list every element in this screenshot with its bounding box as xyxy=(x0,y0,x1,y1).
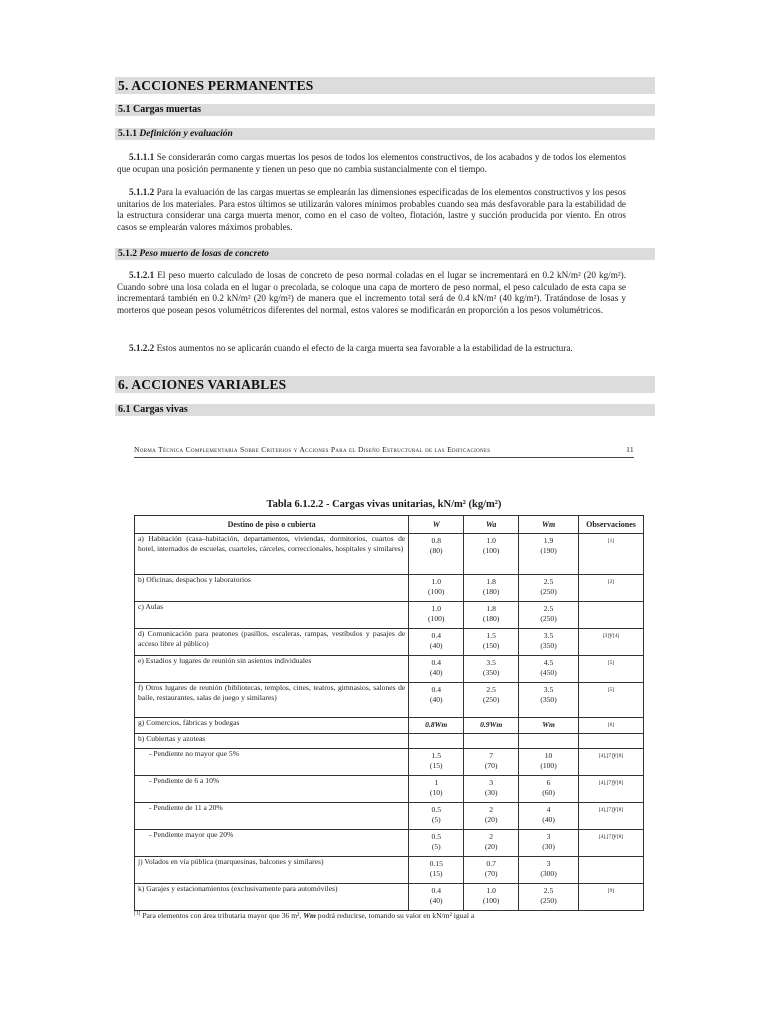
value-kg: (100) xyxy=(428,613,445,623)
cell-w xyxy=(409,656,464,683)
value-kg: (40) xyxy=(429,667,443,677)
table-row xyxy=(135,857,644,884)
value-kg: (250) xyxy=(540,613,557,623)
value-kg: (150) xyxy=(482,640,500,650)
value-kn: 4.5 xyxy=(543,658,554,667)
value-kn: Wm xyxy=(542,720,555,729)
value-kg: (40) xyxy=(429,895,443,905)
value-kn: 10 xyxy=(544,751,553,760)
cell-w xyxy=(409,534,464,575)
value-kn: 4 xyxy=(546,805,551,814)
value-kg: (100) xyxy=(540,760,557,770)
value-kg: (15) xyxy=(429,868,443,878)
table-row xyxy=(135,749,644,776)
value-kg: (100) xyxy=(482,895,500,905)
value-kg: (250) xyxy=(482,694,500,704)
value-kg: (190) xyxy=(540,545,557,555)
value-kn: 1.0 xyxy=(486,536,496,545)
row-description: f) Otros lugares de reunión (bibliotecas, templos, cines, teatros, gimnasios, salones de baile, restaurantes, salas de juego y similares) xyxy=(135,683,409,718)
cell-observaciones xyxy=(578,575,643,602)
empty-cell xyxy=(578,734,643,749)
section-number: 5.1.2 xyxy=(118,249,137,259)
row-description: - Pendiente mayor que 20% xyxy=(135,830,409,857)
cell-observaciones xyxy=(578,602,643,629)
value-kn: 1 xyxy=(434,778,439,787)
value-kn: 1.5 xyxy=(431,751,441,760)
value-kn: 0.5 xyxy=(431,832,441,841)
value-kg: (350) xyxy=(540,694,557,704)
cell-wm xyxy=(519,602,579,629)
paragraph-5-1-2-2 xyxy=(117,343,626,355)
note-ref: [6] xyxy=(607,722,615,728)
cell-wa xyxy=(464,776,519,803)
cell-observaciones xyxy=(578,683,643,718)
paragraph-number: 5.1.1.2 xyxy=(129,187,155,197)
table-row xyxy=(135,575,644,602)
table-row xyxy=(135,884,644,911)
row-description: a) Habitación (casa–habitación, departamentos, viviendas, dormitorios, cuartos de hotel, internados de escuelas, cuarteles, cárceles, correccionales, hospitales y similares) xyxy=(135,534,409,575)
value-kn: 0.4 xyxy=(431,685,441,694)
cell-w xyxy=(409,683,464,718)
section-6-1-heading: 6.1 Cargas vivas xyxy=(115,404,655,416)
running-header-text: Norma Técnica Complementaria Sobre Criterios y Acciones Para el Diseño Estructural de las Edificaciones xyxy=(134,445,491,454)
paragraph-text: El peso muerto calculado de losas de concreto de peso normal coladas en el lugar se incrementará en 0.2 kN/m² (20 kg/m²). Cuando sobre una losa colada en el lugar o precolada, se coloque una capa de mortero de peso normal, el peso calculado de esta capa se incrementará también en 0.2 kN/m² (20 kg/m²) de manera que el incremento total será de 0.4 kN/m² (40 kg/m²). Tratándose de losas y morteros que posean pesos volumétricos diferentes del normal, estos valores se modificarán en proporción a los pesos volumétricos. xyxy=(117,270,626,316)
value-kg: (100) xyxy=(428,586,445,596)
value-kn: 2.5 xyxy=(543,886,554,895)
header-w: W xyxy=(409,516,464,534)
paragraph-text: Se considerarán como cargas muertas los pesos de todos los elementos constructivos, de los acabados y de todos los elementos que ocupan una posición permanente y tienen un peso que no cambia sustancialmente con el tiempo. xyxy=(117,152,626,174)
cell-observaciones xyxy=(578,749,643,776)
empty-cell xyxy=(409,734,464,749)
row-description: - Pendiente de 6 a 10% xyxy=(135,776,409,803)
empty-cell xyxy=(519,734,579,749)
value-kn: 2 xyxy=(489,805,494,814)
section-5-1-2-heading xyxy=(115,248,655,260)
value-kn: 0.8 xyxy=(431,536,441,545)
table-row xyxy=(135,776,644,803)
value-kg: (60) xyxy=(542,787,555,797)
note-ref: [5] xyxy=(607,687,615,693)
section-5-heading: 5. ACCIONES PERMANENTES xyxy=(115,77,655,94)
value-kg: (40) xyxy=(429,640,443,650)
note-ref: [9] xyxy=(607,888,615,894)
cell-wm xyxy=(519,534,579,575)
cell-wm xyxy=(519,575,579,602)
table-row xyxy=(135,718,644,734)
row-description: j) Volados en vía pública (marquesinas, balcones y similares) xyxy=(135,857,409,884)
running-header-rule xyxy=(134,457,634,458)
value-kn: 0.4 xyxy=(431,886,441,895)
cell-wm xyxy=(519,718,579,734)
value-kn: 3 xyxy=(546,859,551,868)
value-kn: 1.5 xyxy=(486,631,496,640)
header-wm: Wm xyxy=(519,516,579,534)
note-conjunction: y xyxy=(609,630,613,639)
section-5-1-heading: 5.1 Cargas muertas xyxy=(115,104,655,116)
value-kg: (20) xyxy=(484,841,498,851)
paragraph-text: Para la evaluación de las cargas muertas se emplearán las dimensiones especificadas de los elementos constructivos y los pesos unitarios de los materiales. Para estos últimos se utilizarán valores mínimos probables cuando sea más desfavorable para la estabilidad de la estructura considerar una carga muerta menor, como en el caso de volteo, flotación, lastre y succión producida por viento. En otros casos se emplearán valores máximos probables. xyxy=(117,187,627,233)
note-ref: [4],[7] xyxy=(598,753,613,759)
value-kg: (5) xyxy=(431,814,441,824)
value-kg: (350) xyxy=(540,640,557,650)
value-kn: 0.8Wm xyxy=(425,720,448,729)
paragraph-number: 5.1.2.1 xyxy=(129,270,155,280)
row-description: b) Oficinas, despachos y laboratorios xyxy=(135,575,409,602)
cell-wa xyxy=(464,803,519,830)
cell-wa xyxy=(464,534,519,575)
value-kn: 2.5 xyxy=(543,604,554,613)
cell-wa xyxy=(464,884,519,911)
value-kg: (300) xyxy=(540,868,557,878)
value-kg: (250) xyxy=(540,586,557,596)
cell-wa xyxy=(464,629,519,656)
cell-observaciones xyxy=(578,884,643,911)
value-kn: 2.5 xyxy=(486,685,496,694)
value-kn: 0.9Wm xyxy=(480,720,503,729)
page-number: 11 xyxy=(626,445,634,454)
value-kg: (30) xyxy=(484,787,498,797)
value-kg: (20) xyxy=(484,814,498,824)
cell-wa xyxy=(464,656,519,683)
note-ref: [4],[7] xyxy=(598,780,613,786)
live-loads-table xyxy=(134,515,644,911)
cell-wm xyxy=(519,629,579,656)
note-conjunction: y xyxy=(613,831,617,840)
table-row-group-label xyxy=(135,734,644,749)
row-description: h) Cubiertas y azoteas xyxy=(135,734,409,749)
footnote-mark: [1] xyxy=(134,910,141,917)
value-kn: 3.5 xyxy=(543,685,554,694)
table-header-row xyxy=(135,516,644,534)
note-ref: [8] xyxy=(616,753,624,759)
note-conjunction: y xyxy=(613,804,617,813)
paragraph-5-1-1-1 xyxy=(117,152,626,175)
note-ref: [8] xyxy=(616,807,624,813)
value-kg: (5) xyxy=(431,841,441,851)
cell-observaciones xyxy=(578,656,643,683)
table-row xyxy=(135,629,644,656)
value-kn: 3.5 xyxy=(486,658,496,667)
row-description: k) Garajes y estacionamientos (exclusivamente para automóviles) xyxy=(135,884,409,911)
paragraph-5-1-1-2 xyxy=(117,187,626,234)
value-kg: (40) xyxy=(429,694,443,704)
value-kn: 1.0 xyxy=(486,886,496,895)
value-kn: 1.8 xyxy=(486,577,496,586)
value-kn: 0.4 xyxy=(431,631,441,640)
cell-wm xyxy=(519,884,579,911)
value-kn: 1.0 xyxy=(431,577,441,586)
cell-wm xyxy=(519,683,579,718)
header-destino: Destino de piso o cubierta xyxy=(135,516,409,534)
paragraph-text: Estos aumentos no se aplicarán cuando el efecto de la carga muerta sea favorable a la estabilidad de la estructura. xyxy=(156,343,573,353)
footnote-wm: Wm xyxy=(303,911,316,920)
table-row xyxy=(135,534,644,575)
note-ref: [8] xyxy=(616,834,624,840)
cell-w xyxy=(409,776,464,803)
value-kg: (180) xyxy=(482,613,500,623)
value-kn: 0.15 xyxy=(429,859,443,868)
table-row xyxy=(135,803,644,830)
cell-w xyxy=(409,575,464,602)
value-kn: 1.9 xyxy=(543,536,554,545)
header-observaciones: Observaciones xyxy=(578,516,643,534)
cell-wm xyxy=(519,830,579,857)
cell-w xyxy=(409,602,464,629)
note-ref: [2] xyxy=(607,579,615,585)
cell-wa xyxy=(464,602,519,629)
cell-wa xyxy=(464,830,519,857)
value-kg: (80) xyxy=(429,545,443,555)
value-kg: (450) xyxy=(540,667,557,677)
cell-w xyxy=(409,629,464,656)
value-kg: (10) xyxy=(429,787,443,797)
table-row xyxy=(135,683,644,718)
footnote xyxy=(134,911,654,920)
value-kn: 0.7 xyxy=(486,859,496,868)
paragraph-number: 5.1.1.1 xyxy=(129,152,155,162)
note-conjunction: y xyxy=(613,777,617,786)
table-row xyxy=(135,830,644,857)
paragraph-5-1-2-1 xyxy=(117,270,626,317)
section-title: Definición y evaluación xyxy=(139,129,233,139)
value-kg: (70) xyxy=(484,760,498,770)
row-description: c) Aulas xyxy=(135,602,409,629)
footnote-text-b: podrá reducirse, tomando su valor en kN/m² igual a xyxy=(317,911,475,920)
cell-observaciones xyxy=(578,629,643,656)
row-description: e) Estadios y lugares de reunión sin asientos individuales xyxy=(135,656,409,683)
note-conjunction: y xyxy=(613,750,617,759)
cell-wa xyxy=(464,718,519,734)
value-kn: 1.0 xyxy=(431,604,441,613)
value-kn: 0.5 xyxy=(431,805,441,814)
value-kg: (70) xyxy=(484,868,498,878)
cell-wm xyxy=(519,656,579,683)
value-kg: (350) xyxy=(482,667,500,677)
cell-w xyxy=(409,749,464,776)
note-ref: [5] xyxy=(607,660,615,666)
note-ref: [4] xyxy=(612,633,620,639)
header-wa: Wa xyxy=(464,516,519,534)
cell-w xyxy=(409,803,464,830)
value-kn: 6 xyxy=(546,778,551,787)
cell-wa xyxy=(464,575,519,602)
value-kg: (15) xyxy=(429,760,443,770)
section-number: 5.1.1 xyxy=(118,129,137,139)
note-ref: [4],[7] xyxy=(598,834,613,840)
section-title: Peso muerto de losas de concreto xyxy=(139,249,269,259)
table-row xyxy=(135,656,644,683)
section-5-1-1-heading xyxy=(115,128,655,140)
cell-wa xyxy=(464,857,519,884)
cell-observaciones xyxy=(578,857,643,884)
value-kg: (180) xyxy=(482,586,500,596)
value-kn: 7 xyxy=(489,751,494,760)
section-6-heading: 6. ACCIONES VARIABLES xyxy=(115,376,655,393)
value-kn: 3 xyxy=(546,832,551,841)
value-kn: 2.5 xyxy=(543,577,554,586)
cell-wa xyxy=(464,683,519,718)
value-kg: (40) xyxy=(542,814,555,824)
empty-cell xyxy=(464,734,519,749)
cell-observaciones xyxy=(578,534,643,575)
note-ref: [3] xyxy=(602,633,610,639)
value-kn: 0.4 xyxy=(431,658,441,667)
cell-wm xyxy=(519,857,579,884)
cell-observaciones xyxy=(578,803,643,830)
running-header xyxy=(134,445,634,454)
value-kg: (30) xyxy=(542,841,555,851)
note-ref: [1] xyxy=(607,538,615,544)
row-description: - Pendiente no mayor que 5% xyxy=(135,749,409,776)
value-kn: 1.8 xyxy=(486,604,496,613)
value-kn: 2 xyxy=(489,832,494,841)
value-kn: 3.5 xyxy=(543,631,554,640)
value-kn: 3 xyxy=(489,778,494,787)
paragraph-number: 5.1.2.2 xyxy=(129,343,155,353)
value-kg: (100) xyxy=(482,545,500,555)
cell-wm xyxy=(519,749,579,776)
row-description: g) Comercios, fábricas y bodegas xyxy=(135,718,409,734)
cell-observaciones xyxy=(578,718,643,734)
note-ref: [8] xyxy=(616,780,624,786)
table-caption: Tabla 6.1.2.2 - Cargas vivas unitarias, kN/m² (kg/m²) xyxy=(266,499,502,510)
value-kg: (250) xyxy=(540,895,557,905)
cell-wa xyxy=(464,749,519,776)
cell-observaciones xyxy=(578,830,643,857)
table-row xyxy=(135,602,644,629)
cell-w xyxy=(409,884,464,911)
footnote-text-a: Para elementos con área tributaria mayor que 36 m², xyxy=(142,911,302,920)
cell-w xyxy=(409,857,464,884)
cell-wm xyxy=(519,776,579,803)
cell-w xyxy=(409,830,464,857)
row-description: d) Comunicación para peatones (pasillos, escaleras, rampas, vestíbulos y pasajes de acceso libre al público) xyxy=(135,629,409,656)
cell-observaciones xyxy=(578,776,643,803)
cell-wm xyxy=(519,803,579,830)
cell-w xyxy=(409,718,464,734)
row-description: - Pendiente de 11 a 20% xyxy=(135,803,409,830)
note-ref: [4],[7] xyxy=(598,807,613,813)
